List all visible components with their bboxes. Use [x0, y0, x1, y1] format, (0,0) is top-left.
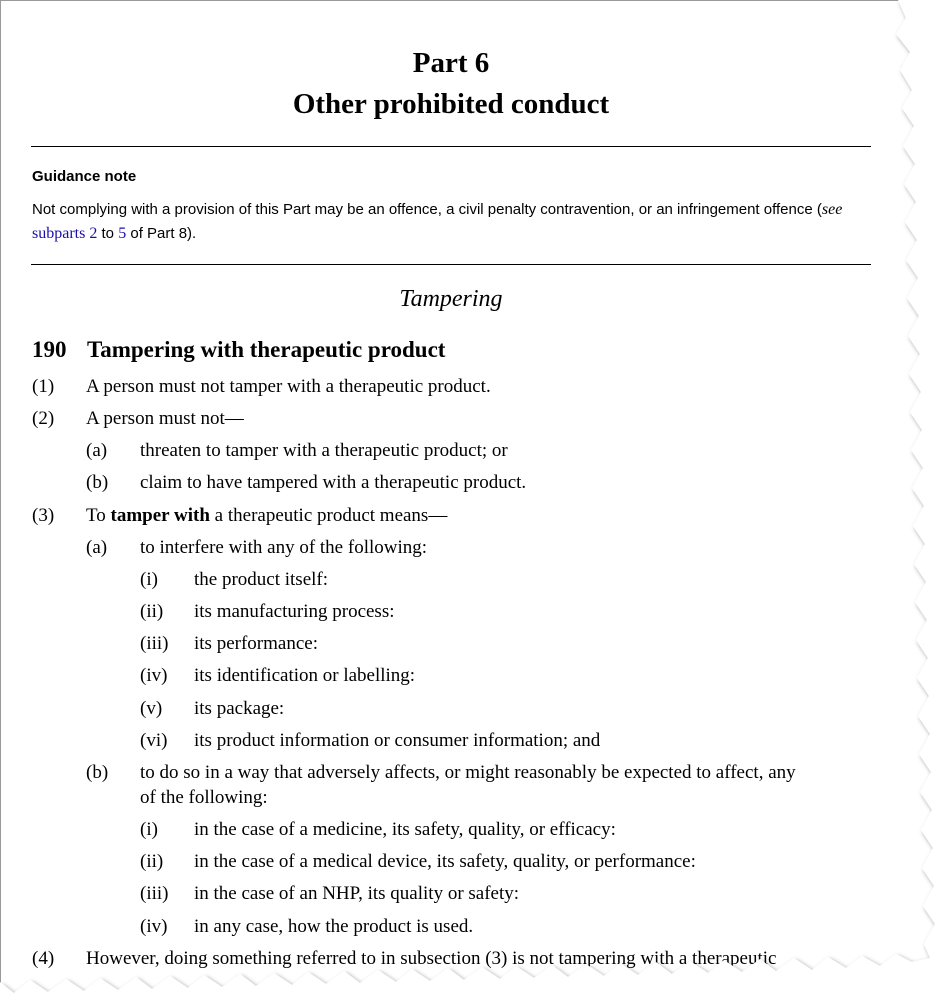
subsection-label: (2): [32, 408, 55, 429]
subsection-label: (4): [32, 948, 55, 969]
subparagraph-label: (vi): [140, 730, 168, 751]
paragraph-label: (a): [86, 537, 108, 558]
subparts-2-link[interactable]: subparts 2: [32, 225, 98, 242]
subparagraph-label: (ii): [140, 851, 164, 872]
subparagraph-text: in the case of a medical device, its safety, quality, or performance:: [194, 851, 696, 872]
subparagraph-text: its manufacturing process:: [194, 601, 395, 622]
subsection-text: To tamper with a therapeutic product means—: [86, 505, 448, 526]
subparagraph-label: (iv): [140, 665, 168, 686]
paragraph-label: (a): [86, 440, 108, 461]
defined-term: tamper with: [110, 505, 210, 526]
paragraph-text: claim to have tampered with a therapeutic product.: [140, 472, 527, 493]
subparagraph-label: (i): [140, 819, 158, 840]
subparagraph-text: in the case of a medicine, its safety, quality, or efficacy:: [194, 819, 616, 840]
guidance-heading: Guidance note: [32, 168, 137, 185]
paragraph-label: (b): [86, 762, 109, 783]
guidance-text: Not complying with a provision of this Part may be an offence, a civil penalty contravention, or an infringement offence (see subparts 2 to 5 of Part 8).: [32, 201, 843, 242]
subparagraph-text: its product information or consumer information; and: [194, 730, 601, 751]
subparagraph-text: in any case, how the product is used.: [194, 916, 474, 937]
subsection-text: A person must not—: [86, 408, 244, 429]
section-title: Tampering with therapeutic product: [87, 337, 446, 362]
subparagraph-text: its performance:: [194, 633, 318, 654]
paragraph-text-continued: of the following:: [140, 787, 268, 808]
paragraph-label: (b): [86, 472, 109, 493]
subsection-text: A person must not tamper with a therapeutic product.: [86, 376, 491, 397]
subparagraph-label: (iii): [140, 883, 169, 904]
subparagraph-label: (iii): [140, 633, 169, 654]
part-title: Other prohibited conduct: [292, 88, 610, 120]
subparagraph-text: the product itself:: [194, 569, 329, 590]
paragraph-text: threaten to tamper with a therapeutic product; or: [140, 440, 508, 461]
subparagraph-label: (ii): [140, 601, 164, 622]
subpart-5-link[interactable]: 5: [118, 225, 127, 242]
section-number: 190: [32, 337, 67, 362]
paragraph-text: to do so in a way that adversely affects, or might reasonably be expected to affect, any: [140, 762, 796, 783]
part-number: Part 6: [412, 47, 490, 79]
subsection-label: (1): [32, 376, 55, 397]
subparagraph-label: (i): [140, 569, 158, 590]
paragraph-text: to interfere with any of the following:: [140, 537, 428, 558]
subheading-tampering: Tampering: [399, 286, 503, 312]
subparagraph-text: its package:: [194, 698, 285, 719]
subsection-label: (3): [32, 505, 55, 526]
subparagraph-label: (iv): [140, 916, 168, 937]
subparagraph-label: (v): [140, 698, 163, 719]
subparagraph-text: in the case of an NHP, its quality or safety:: [194, 883, 520, 904]
subparagraph-text: its identification or labelling:: [194, 665, 416, 686]
subsection-text: However, doing something referred to in subsection (3) is not tampering with a therapeutic: [86, 948, 777, 969]
